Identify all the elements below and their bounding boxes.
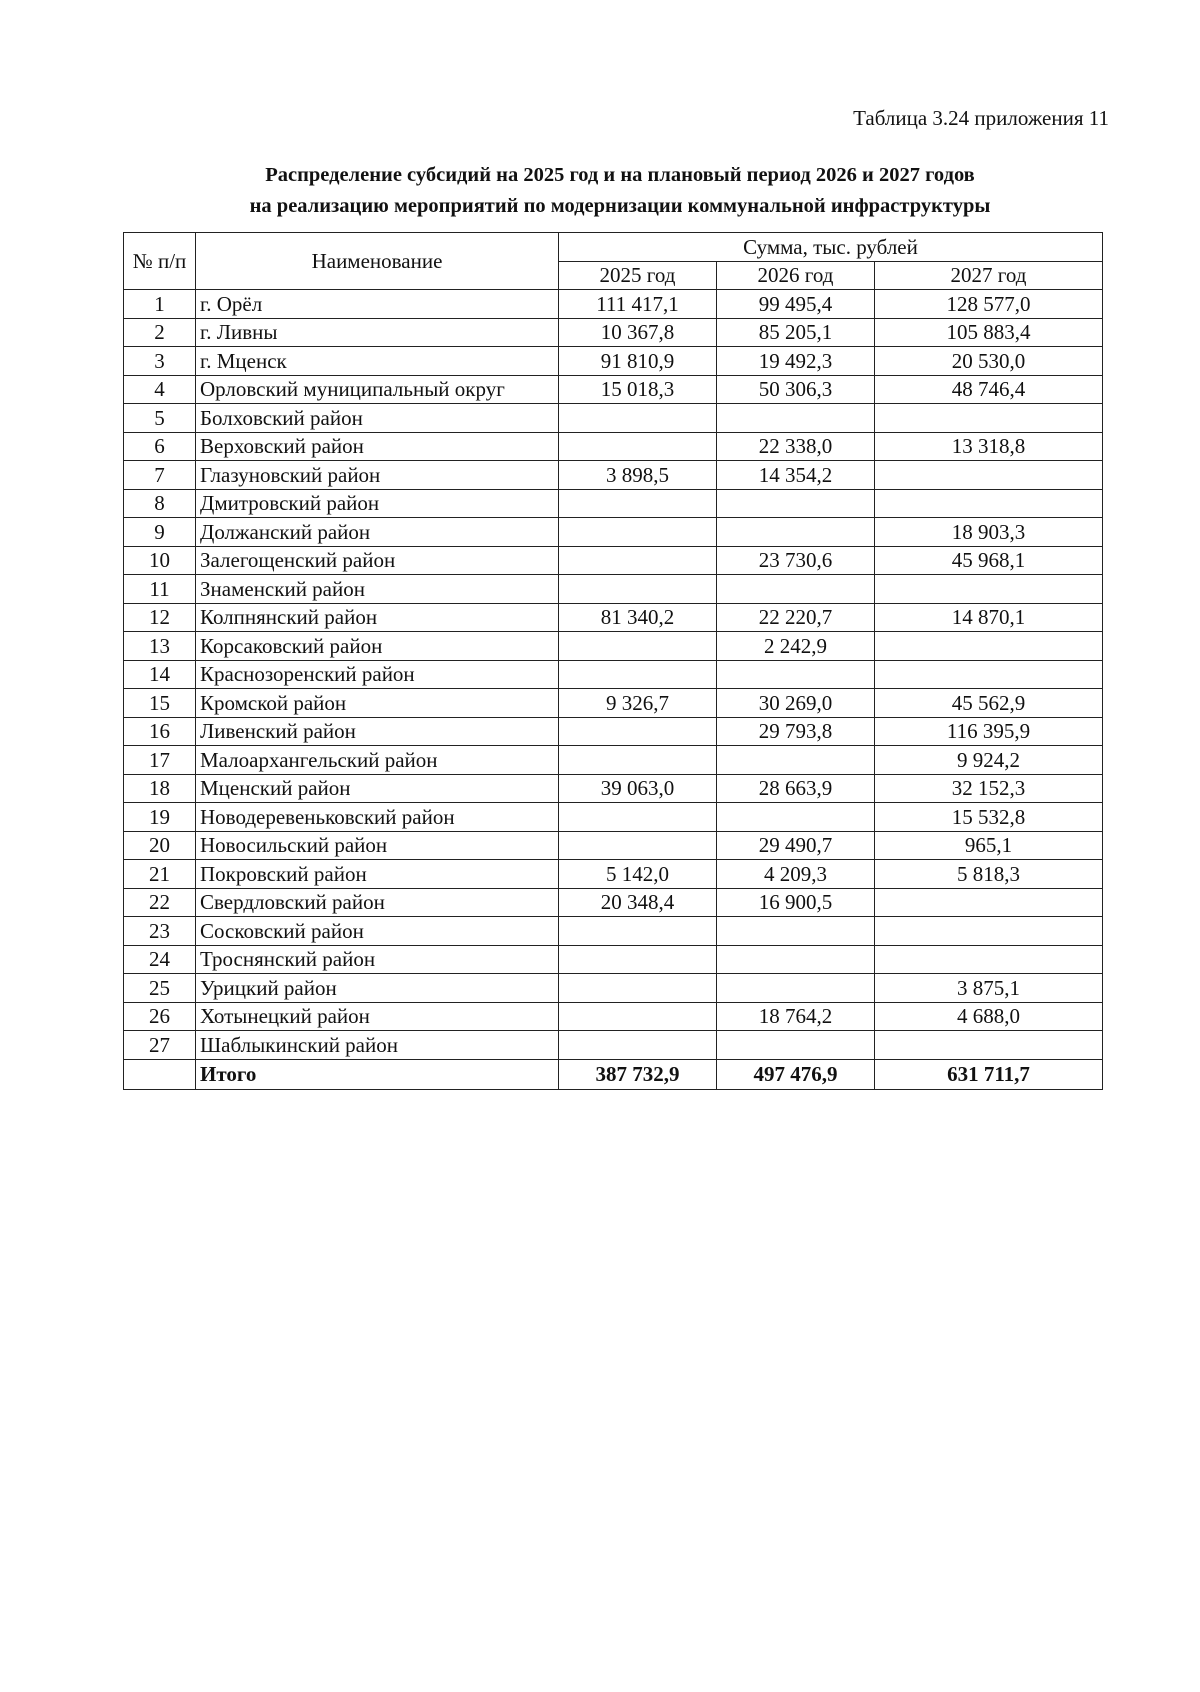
row-number: 13 [124,632,196,661]
row-number: 3 [124,347,196,376]
row-value-2026: 4 209,3 [717,860,875,889]
table-row [124,546,1103,575]
row-value-2026 [717,404,875,433]
row-name: Сосковский район [196,917,559,946]
row-value-2025 [559,831,717,860]
row-value-2026: 22 338,0 [717,432,875,461]
row-name: Шаблыкинский район [196,1031,559,1060]
row-value-2026 [717,945,875,974]
row-number: 10 [124,546,196,575]
row-value-2026 [717,917,875,946]
row-value-2027 [875,404,1103,433]
row-value-2025: 3 898,5 [559,461,717,490]
row-name: г. Орёл [196,290,559,319]
row-value-2026 [717,575,875,604]
row-value-2025 [559,746,717,775]
table-row [124,318,1103,347]
row-value-2027: 45 562,9 [875,689,1103,718]
row-value-2026: 50 306,3 [717,375,875,404]
row-name: Кромской район [196,689,559,718]
row-name: Болховский район [196,404,559,433]
table-row [124,489,1103,518]
row-value-2025: 10 367,8 [559,318,717,347]
row-number: 8 [124,489,196,518]
table-row [124,689,1103,718]
row-value-2027 [875,660,1103,689]
row-value-2026: 85 205,1 [717,318,875,347]
row-value-2027: 4 688,0 [875,1002,1103,1031]
row-number: 15 [124,689,196,718]
row-name: г. Ливны [196,318,559,347]
row-value-2026 [717,518,875,547]
row-value-2025 [559,432,717,461]
row-value-2025: 39 063,0 [559,774,717,803]
row-value-2026 [717,1031,875,1060]
row-value-2025 [559,660,717,689]
row-number: 11 [124,575,196,604]
row-value-2026: 18 764,2 [717,1002,875,1031]
row-value-2025 [559,717,717,746]
table-row [124,803,1103,832]
row-value-2027 [875,575,1103,604]
row-value-2026 [717,746,875,775]
row-value-2027 [875,489,1103,518]
total-row [124,1059,1103,1089]
table-row [124,575,1103,604]
total-2025: 387 732,9 [559,1059,717,1089]
subsidy-table [123,232,1103,1090]
row-value-2027: 3 875,1 [875,974,1103,1003]
row-value-2025: 15 018,3 [559,375,717,404]
row-value-2025: 91 810,9 [559,347,717,376]
table-row [124,974,1103,1003]
row-number: 19 [124,803,196,832]
row-value-2026: 14 354,2 [717,461,875,490]
table-row [124,347,1103,376]
row-value-2026: 99 495,4 [717,290,875,319]
row-number: 24 [124,945,196,974]
row-value-2027 [875,632,1103,661]
row-number: 12 [124,603,196,632]
row-value-2026: 19 492,3 [717,347,875,376]
row-value-2025: 5 142,0 [559,860,717,889]
table-row [124,1031,1103,1060]
total-label: Итого [196,1059,559,1089]
row-number: 22 [124,888,196,917]
table-row [124,461,1103,490]
row-name: Мценский район [196,774,559,803]
row-value-2025 [559,803,717,832]
row-number: 9 [124,518,196,547]
row-value-2027: 5 818,3 [875,860,1103,889]
title-line-2: на реализацию мероприятий по модернизации коммунальной инфраструктуры [249,195,991,217]
row-name: Краснозоренский район [196,660,559,689]
row-name: Залегощенский район [196,546,559,575]
row-value-2027: 9 924,2 [875,746,1103,775]
col-header-2026: 2026 год [717,261,875,290]
title-line-1: Распределение субсидий на 2025 год и на плановый период 2026 и 2027 годов [265,164,975,186]
row-number: 20 [124,831,196,860]
col-header-2027: 2027 год [875,261,1103,290]
row-value-2025 [559,945,717,974]
row-name: Свердловский район [196,888,559,917]
row-value-2026 [717,489,875,518]
row-value-2026: 29 793,8 [717,717,875,746]
table-row [124,831,1103,860]
row-number: 16 [124,717,196,746]
row-value-2027: 116 395,9 [875,717,1103,746]
col-header-name: Наименование [196,233,559,290]
row-name: г. Мценск [196,347,559,376]
table-row [124,603,1103,632]
row-value-2025: 9 326,7 [559,689,717,718]
annex-label: Таблица 3.24 приложения 11 [853,106,1109,130]
row-value-2027: 32 152,3 [875,774,1103,803]
table-row [124,746,1103,775]
row-value-2025 [559,404,717,433]
row-number: 1 [124,290,196,319]
row-name: Глазуновский район [196,461,559,490]
row-value-2026 [717,660,875,689]
row-value-2026: 23 730,6 [717,546,875,575]
table-row [124,945,1103,974]
table-row [124,404,1103,433]
row-number: 18 [124,774,196,803]
total-2026: 497 476,9 [717,1059,875,1089]
table-body [124,290,1103,1060]
row-value-2027: 128 577,0 [875,290,1103,319]
total-2027: 631 711,7 [875,1059,1103,1089]
col-header-sum: Сумма, тыс. рублей [559,233,1103,262]
row-value-2025: 81 340,2 [559,603,717,632]
row-value-2027 [875,1031,1103,1060]
row-value-2025 [559,917,717,946]
table-row [124,860,1103,889]
row-value-2025: 20 348,4 [559,888,717,917]
row-value-2026: 28 663,9 [717,774,875,803]
table-row [124,432,1103,461]
total-number-cell [124,1059,196,1089]
row-name: Малоархангельский район [196,746,559,775]
row-number: 23 [124,917,196,946]
row-number: 7 [124,461,196,490]
table-row [124,1002,1103,1031]
row-value-2025 [559,1002,717,1031]
row-name: Должанский район [196,518,559,547]
row-name: Ливенский район [196,717,559,746]
table-row [124,888,1103,917]
row-value-2025 [559,518,717,547]
row-name: Корсаковский район [196,632,559,661]
row-name: Дмитровский район [196,489,559,518]
table-row [124,660,1103,689]
row-number: 27 [124,1031,196,1060]
row-name: Знаменский район [196,575,559,604]
row-name: Верховский район [196,432,559,461]
row-number: 25 [124,974,196,1003]
document-title [120,160,1120,222]
row-value-2027: 105 883,4 [875,318,1103,347]
row-value-2026: 2 242,9 [717,632,875,661]
row-value-2026 [717,803,875,832]
row-value-2025 [559,974,717,1003]
row-name: Орловский муниципальный округ [196,375,559,404]
row-number: 21 [124,860,196,889]
table-row [124,632,1103,661]
row-number: 5 [124,404,196,433]
row-name: Новосильский район [196,831,559,860]
row-value-2027: 965,1 [875,831,1103,860]
row-number: 14 [124,660,196,689]
row-value-2027: 15 532,8 [875,803,1103,832]
row-value-2027: 18 903,3 [875,518,1103,547]
row-value-2027 [875,888,1103,917]
table-row [124,290,1103,319]
row-value-2027: 20 530,0 [875,347,1103,376]
row-name: Новодеревеньковский район [196,803,559,832]
row-value-2027 [875,461,1103,490]
col-header-2025: 2025 год [559,261,717,290]
row-number: 4 [124,375,196,404]
row-value-2026: 29 490,7 [717,831,875,860]
row-value-2027 [875,945,1103,974]
row-value-2025 [559,632,717,661]
row-number: 26 [124,1002,196,1031]
row-value-2026: 22 220,7 [717,603,875,632]
row-value-2025: 111 417,1 [559,290,717,319]
row-name: Троснянский район [196,945,559,974]
row-value-2025 [559,489,717,518]
row-value-2026: 16 900,5 [717,888,875,917]
row-name: Колпнянский район [196,603,559,632]
row-name: Покровский район [196,860,559,889]
col-header-number: № п/п [124,233,196,290]
row-value-2026 [717,974,875,1003]
table-row [124,717,1103,746]
table-row [124,917,1103,946]
row-value-2027 [875,917,1103,946]
table-row [124,375,1103,404]
row-number: 2 [124,318,196,347]
row-value-2025 [559,546,717,575]
row-value-2025 [559,1031,717,1060]
row-value-2027: 45 968,1 [875,546,1103,575]
table-row [124,518,1103,547]
row-value-2027: 13 318,8 [875,432,1103,461]
row-number: 17 [124,746,196,775]
row-value-2025 [559,575,717,604]
row-value-2027: 14 870,1 [875,603,1103,632]
row-number: 6 [124,432,196,461]
row-name: Хотынецкий район [196,1002,559,1031]
table-row [124,774,1103,803]
row-value-2026: 30 269,0 [717,689,875,718]
row-name: Урицкий район [196,974,559,1003]
row-value-2027: 48 746,4 [875,375,1103,404]
